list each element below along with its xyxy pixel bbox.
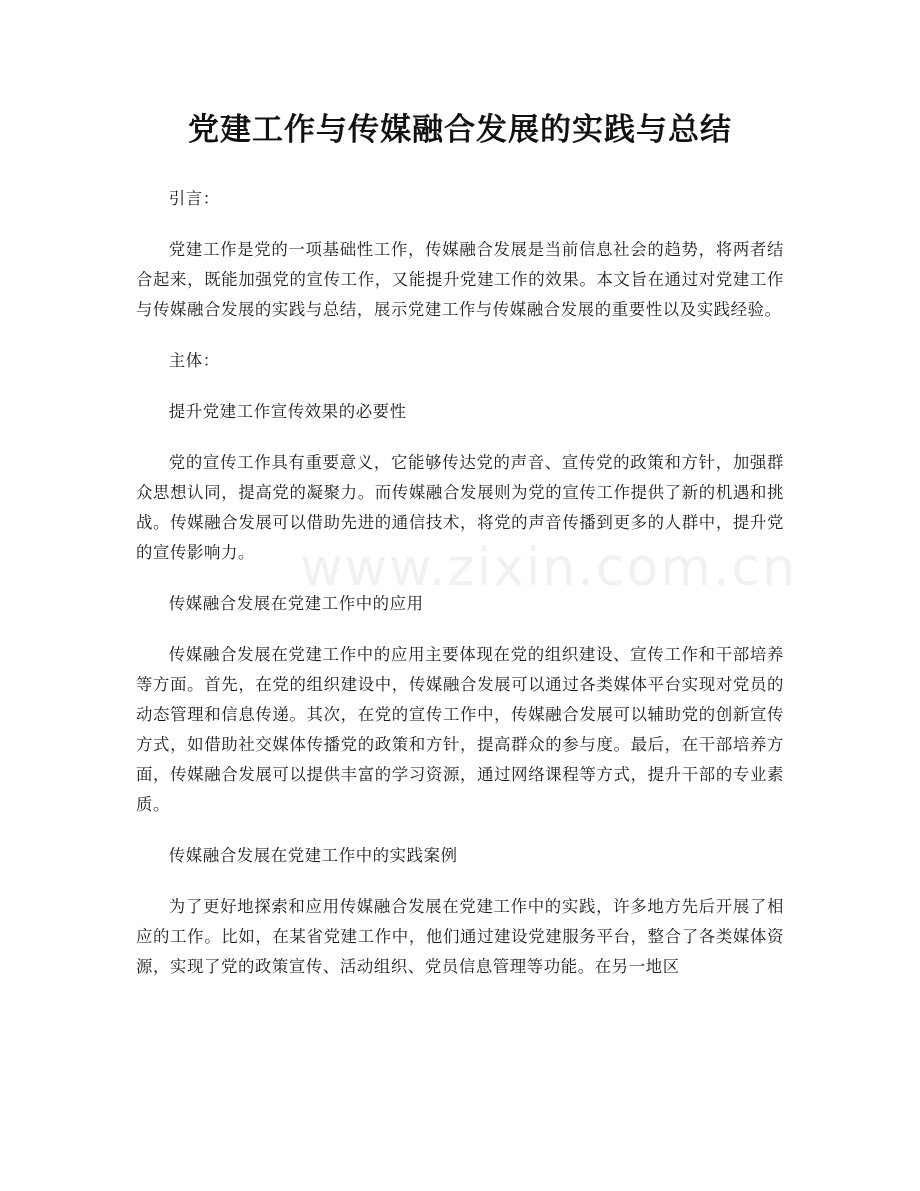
paragraph-application: 传媒融合发展在党建工作中的应用主要体现在党的组织建设、宣传工作和干部培养等方面。首先，在党的组织建设中，传媒融合发展可以通过各类媒体平台实现对党员的动态管理和信息传递。其次，在党的宣传工作中，传媒融合发展可以辅助党的创新宣传方式，如借助社交媒体传播党的政策和方针，提高群众的参与度。最后，在干部培养方面，传媒融合发展可以提供丰富的学习资源，通过网络课程等方式，提升干部的专业素质。 — [136, 645, 784, 814]
watermark: www.zixin.com.cn — [300, 538, 797, 598]
section-heading-cases: 传媒融合发展在党建工作中的实践案例 — [168, 846, 458, 865]
section-heading-application: 传媒融合发展在党建工作中的应用 — [168, 594, 424, 613]
paragraph-intro-label: 引言： — [168, 189, 220, 208]
paragraph-body-label: 主体： — [168, 351, 220, 370]
paragraph-intro: 党建工作是党的一项基础性工作，传媒融合发展是当前信息社会的趋势，将两者结合起来，既能加强党的宣传工作，又能提升党建工作的效果。本文旨在通过对党建工作与传媒融合发展的实践与总结，展示党建工作与传媒融合发展的重要性以及实践经验。 — [136, 240, 784, 319]
document-body — [136, 184, 784, 1003]
section-heading-necessity: 提升党建工作宣传效果的必要性 — [168, 402, 407, 421]
paragraph-necessity: 党的宣传工作具有重要意义，它能够传达党的声音、宣传党的政策和方针，加强群众思想认同，提高党的凝聚力。而传媒融合发展则为党的宣传工作提供了新的机遇和挑战。传媒融合发展可以借助先进的通信技术，将党的声音传播到更多的人群中，提升党的宣传影响力。 — [136, 453, 784, 562]
document-title: 党建工作与传媒融合发展的实践与总结 — [188, 112, 732, 148]
paragraph-cases: 为了更好地探索和应用传媒融合发展在党建工作中的实践，许多地方先后开展了相应的工作。比如，在某省党建工作中，他们通过建设党建服务平台，整合了各类媒体资源，实现了党的政策宣传、活动组织、党员信息管理等功能。在另一地区 — [136, 897, 784, 976]
